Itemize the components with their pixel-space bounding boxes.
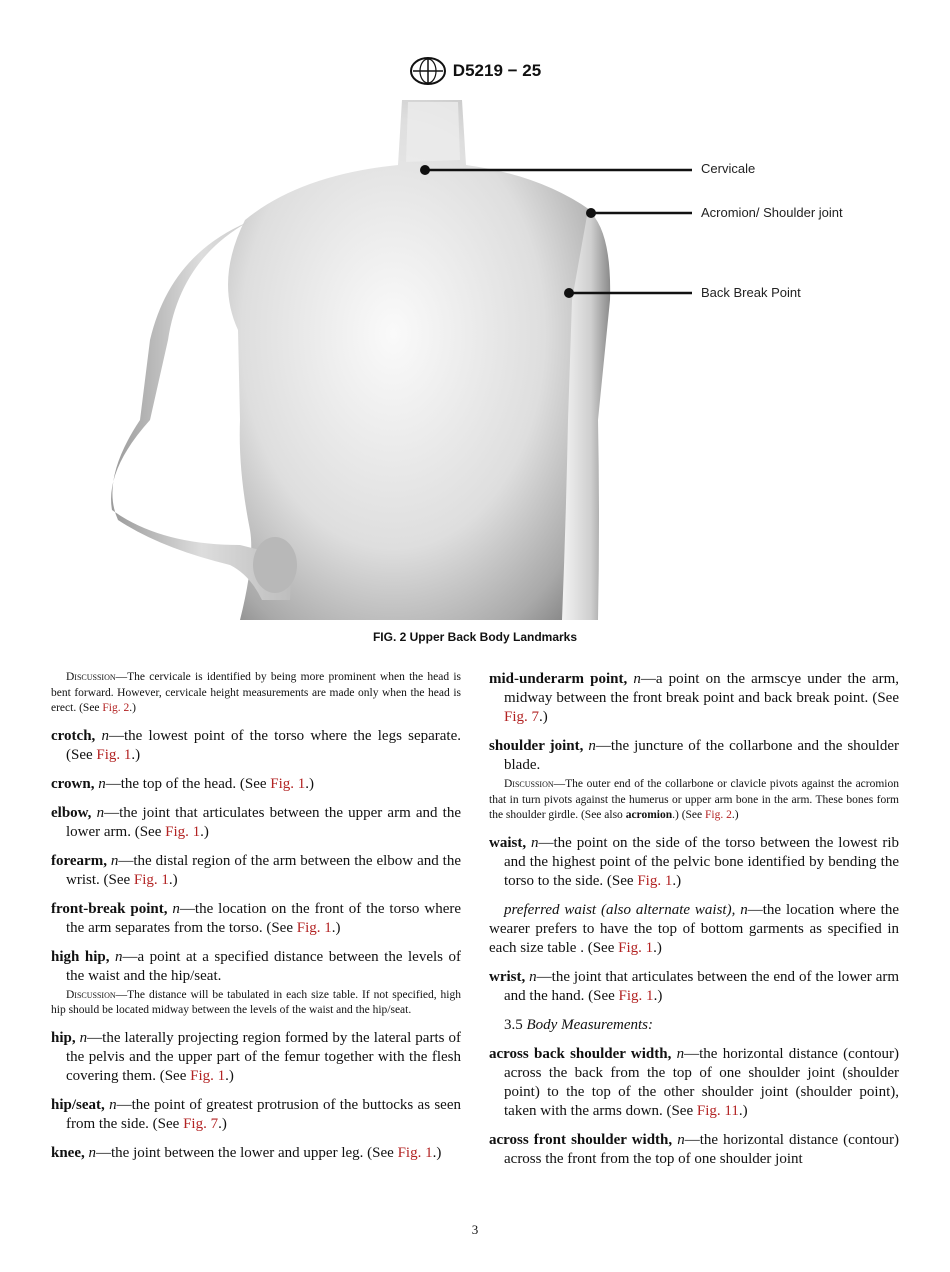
fig-link[interactable]: Fig. 1 <box>190 1067 226 1084</box>
def-preferred-waist: preferred waist (also alternate waist), n—the location where the wearer prefers to have the top of bottom garments as specified in each size table . (See Fig. 1.) <box>489 901 899 956</box>
discussion-shoulder-joint: Discussion—The outer end of the collarbone or clavicle pivots against the acromion that in turn pivots against the humerus or upper arm bone in the arm. These bones form the shoulder girdle. (See also acromion.) (See Fig. 2.) <box>489 778 899 821</box>
def-hip: hip, n—the laterally projecting region formed by the lateral parts of the pelvis and the upper part of the femur together with the flesh covering them. (See Fig. 1.) <box>51 1029 461 1084</box>
label-cervicale: Cervicale <box>701 161 756 176</box>
hand-shape <box>253 537 297 593</box>
label-acromion: Acromion/ Shoulder joint <box>701 205 843 220</box>
def-shoulder-joint: shoulder joint, n—the juncture of the collarbone and the shoulder blade. <box>489 738 900 773</box>
def-mid-underarm-point: mid-underarm point, n—a point on the armscye under the arm, midway between the front break point and back break point. (See Fig. 7.) <box>489 671 900 725</box>
fig-link[interactable]: Fig. 1 <box>133 871 169 888</box>
def-crown: crown, n—the top of the head. (See Fig. 1.) <box>51 775 315 792</box>
page-number: 3 <box>471 1222 479 1237</box>
landmark-acromion <box>586 208 692 218</box>
fig-link[interactable]: Fig. 7 <box>183 1115 219 1132</box>
def-high-hip: high hip, n—a point at a specified distance between the levels of the waist and the hip/seat. <box>51 948 461 984</box>
document-title: D5219 − 25 <box>452 61 542 80</box>
def-across-front-shoulder-width: across front shoulder width, n—the horizontal distance (contour) across the front from the top of one shoulder joint <box>489 1131 899 1167</box>
def-hip-seat: hip/seat, n—the point of greatest protrusion of the buttocks as seen from the side. (See Fig. 7.) <box>51 1096 461 1132</box>
fig-link[interactable]: Fig. 1 <box>296 919 332 936</box>
fig-link[interactable]: Fig. 7 <box>504 709 540 725</box>
fig-link[interactable]: Fig. 1 <box>165 823 201 840</box>
def-waist: waist, n—the point on the side of the torso between the lowest rib and the highest point of the pelvic bone identified by bending the torso to the side. (See Fig. 1.) <box>489 834 900 889</box>
right-column <box>489 670 899 1179</box>
fig-link[interactable]: Fig. 1 <box>270 775 306 792</box>
figure-caption: FIG. 2 Upper Back Body Landmarks <box>372 630 578 644</box>
def-forearm: forearm, n—the distal region of the arm between the elbow and the wrist. (See Fig. 1.) <box>51 852 461 888</box>
fig-link[interactable]: Fig. 1 <box>618 987 654 1004</box>
fig-link[interactable]: Fig. 1 <box>618 939 654 956</box>
label-back-break-point: Back Break Point <box>701 285 801 300</box>
fig-link[interactable]: Fig. 11 <box>696 1102 739 1119</box>
discussion-cervicale: Discussion—The cervicale is identified by being more prominent when the head is bent forward. However, cervicale height measurements are made only when the head is erect. (See Fig. 2.) <box>51 671 461 714</box>
section-heading: 3.5 Body Measurements: <box>504 1016 653 1033</box>
fig-link[interactable]: Fig. 2 <box>705 809 732 821</box>
fig-link[interactable]: Fig. 1 <box>96 746 132 763</box>
def-across-back-shoulder-width: across back shoulder width, n—the horizontal distance (contour) across the back from the top of one shoulder joint (shoulder point) to the top of the other shoulder joint (shoulder point), taken with the arms down. (See Fig. 11.) <box>489 1045 899 1119</box>
def-elbow: elbow, n—the joint that articulates between the upper arm and the lower arm. (See Fig. 1.) <box>51 804 461 840</box>
fig-link[interactable]: Fig. 1 <box>397 1144 433 1161</box>
fig-link[interactable]: Fig. 2 <box>102 702 130 714</box>
def-front-break-point: front-break point, n—the location on the front of the torso where the arm separates from the torso. (See Fig. 1.) <box>51 900 461 936</box>
discussion-high-hip: Discussion—The distance will be tabulated in each size table. If not specified, high hip should be located midway between the levels of the waist and the hip/seat. <box>51 988 461 1016</box>
def-knee: knee, n—the joint between the lower and upper leg. (See Fig. 1.) <box>51 1144 442 1161</box>
def-wrist: wrist, n—the joint that articulates between the end of the lower arm and the hand. (See Fig. 1.) <box>489 968 900 1004</box>
def-crotch: crotch, n—the lowest point of the torso where the legs separate. (See Fig. 1.) <box>51 727 462 763</box>
fig-link[interactable]: Fig. 1 <box>637 872 673 889</box>
left-column <box>51 670 461 1173</box>
